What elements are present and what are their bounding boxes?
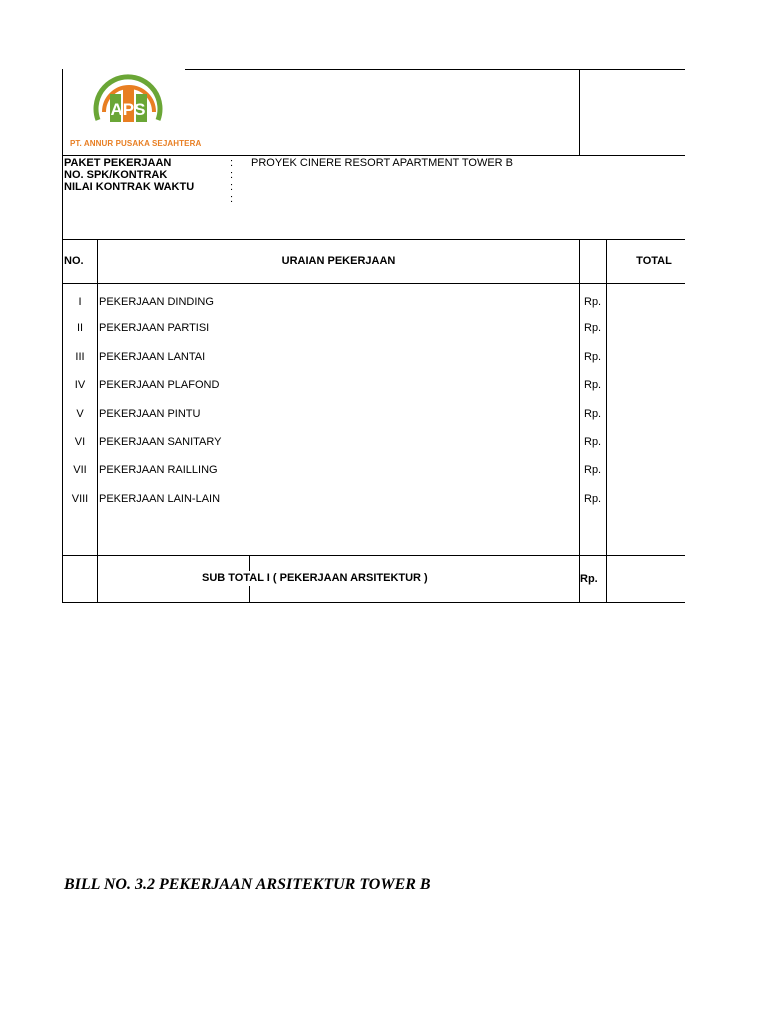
- row-desc: PEKERJAAN PARTISI: [99, 322, 210, 334]
- rp-column-divider: [606, 239, 607, 602]
- logo-letters: APS: [110, 100, 146, 119]
- subtotal-tick-top: [249, 555, 250, 571]
- spk-colon: :: [230, 169, 234, 181]
- row-no: IV: [74, 379, 86, 391]
- header-divider: [579, 69, 580, 155]
- subtotal-tick-bottom: [249, 586, 250, 602]
- row-currency: Rp.: [584, 379, 602, 391]
- row-currency: Rp.: [584, 351, 602, 363]
- row-desc: PEKERJAAN PINTU: [99, 408, 201, 420]
- no-column-divider: [97, 239, 98, 602]
- bill-title: BILL NO. 3.2 PEKERJAAN ARSITEKTUR TOWER B: [64, 876, 431, 893]
- header-no: NO.: [64, 255, 84, 267]
- header-top-line: [185, 69, 685, 70]
- paket-label: PAKET PEKERJAAN: [64, 157, 172, 169]
- row-desc: PEKERJAAN LAIN-LAIN: [99, 493, 221, 505]
- row-currency: Rp.: [584, 408, 602, 420]
- table-bottom-line: [62, 602, 685, 603]
- row-currency: Rp.: [584, 493, 602, 505]
- company-logo: [70, 68, 202, 154]
- subtotal-currency: Rp.: [580, 573, 598, 585]
- row-no: I: [78, 296, 82, 308]
- nilai-colon: :: [230, 181, 234, 193]
- row-no: III: [75, 351, 85, 363]
- table-header-bottom-line: [62, 283, 685, 284]
- desc-column-divider: [579, 239, 580, 602]
- row-currency: Rp.: [584, 436, 602, 448]
- row-no: VII: [73, 464, 87, 476]
- row-desc: PEKERJAAN PLAFOND: [99, 379, 220, 391]
- row-desc: PEKERJAAN DINDING: [99, 296, 214, 308]
- left-border: [62, 69, 63, 602]
- subtotal-label: SUB TOTAL I ( PEKERJAAN ARSITEKTUR ): [202, 572, 428, 584]
- row-no: II: [76, 322, 84, 334]
- row-currency: Rp.: [584, 322, 602, 334]
- header-uraian: URAIAN PEKERJAAN: [281, 255, 396, 267]
- spk-label: NO. SPK/KONTRAK: [64, 169, 168, 181]
- company-name: PT. ANNUR PUSAKA SEJAHTERA: [70, 139, 202, 148]
- extra-colon: :: [230, 193, 234, 205]
- row-desc: PEKERJAAN RAILLING: [99, 464, 218, 476]
- row-desc: PEKERJAAN LANTAI: [99, 351, 206, 363]
- table-top-line: [62, 239, 685, 240]
- paket-colon: :: [230, 157, 234, 169]
- row-no: V: [76, 408, 84, 420]
- row-currency: Rp.: [584, 296, 602, 308]
- nilai-label: NILAI KONTRAK WAKTU: [64, 181, 195, 193]
- row-no: VIII: [71, 493, 89, 505]
- row-desc: PEKERJAAN SANITARY: [99, 436, 222, 448]
- row-currency: Rp.: [584, 464, 602, 476]
- row-no: VI: [74, 436, 86, 448]
- header-total: TOTAL: [636, 255, 672, 267]
- paket-value: PROYEK CINERE RESORT APARTMENT TOWER B: [251, 157, 514, 169]
- subtotal-top-line: [62, 555, 685, 556]
- header-bottom-line: [62, 155, 685, 156]
